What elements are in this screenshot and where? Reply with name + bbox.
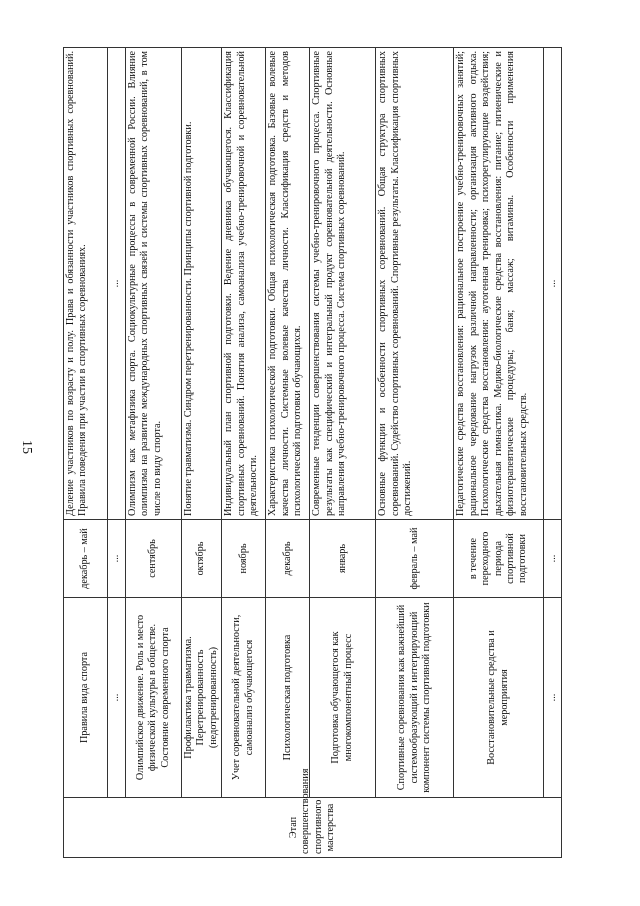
period-cell: ноябрь [222,520,266,598]
topic-cell: Правила вида спорта [64,598,108,798]
page-number: 15 [19,440,34,454]
table-row [126,48,182,858]
period-cell: в течение переходного периода спортивной подготовки [454,520,544,598]
topic-cell: Психологическая подготовка [266,598,310,798]
topic-cell: ... [108,598,126,798]
content-cell: Характеристика психологической подготовки. Общая психологическая подготовка. Базовые волевые качества личности. Системные волевые качества личности. Классификация средств и методов психологической подготовки обучающихся. [266,48,310,520]
table-row [182,48,222,858]
table-row [222,48,266,858]
topic-cell: Восстановительные средства и мероприятия [454,598,544,798]
content-cell: Современные тенденции совершенствования системы учебно-тренировочного процесса. Спортивные результаты как специфический и интегральный продукт соревновательной деятельности. Основные направления учебно-тренировочного процесса. Система спортивных соревнований. [310,48,376,520]
table-row [544,48,562,858]
rotated-table-sheet [63,48,623,858]
table-row [310,48,376,858]
period-cell: январь [310,520,376,598]
content-cell: Основные функции и особенности спортивных соревнований. Общая структура спортивных соревнований. Судейство спортивных соревнований. Спортивные результаты. Классификация спортивных достижений. [376,48,454,520]
table-row [64,48,108,858]
period-cell: декабрь – май [64,520,108,598]
period-cell: сентябрь [126,520,182,598]
table-row [454,48,544,858]
topic-cell: Спортивные соревнования как важнейший системообразующий и интегрирующий компонент системы спортивной подготовки [376,598,454,798]
period-cell: ... [544,520,562,598]
table-row [376,48,454,858]
content-cell: ... [544,48,562,520]
topic-cell: Учет соревновательной деятельности, самоанализ обучающегося [222,598,266,798]
period-cell: февраль – май [376,520,454,598]
stage-cell: Этап совершенствования спортивного мастерства [64,798,562,858]
topic-cell: Олимпийское движение. Роль и место физической культуры в обществе. Состояние современного спорта [126,598,182,798]
content-cell: ... [108,48,126,520]
period-cell: декабрь [266,520,310,598]
topic-cell: ... [544,598,562,798]
topic-cell: Подготовка обучающегося как многокомпонентный процесс [310,598,376,798]
table-row [108,48,126,858]
theory-program-table [63,47,562,858]
content-cell: Олимпизм как метафизика спорта. Социокультурные процессы в современной России. Влияние олимпизма на развитие международных спортивных связей и системы спортивных соревнований, в том числе по виду спорта. [126,48,182,520]
topic-cell: Профилактика травматизма. Перетренированность (недотренированность) [182,598,222,798]
content-cell: Педагогические средства восстановления: рациональное построение учебно-тренировочных занятий; рациональное чередование нагрузок различной направленности; организация активного отдыха. Психологические средства восстановления: аутогенная тренировка; психорегулирующие воздействия; дыхательная гимнастика. Медико-биологические средства восстановления: питание; гигиенические и физиотерапевтические процедуры; баня; массаж; витамины. Особенности применения восстановительных средств. [454,48,544,520]
table-row [266,48,310,858]
period-cell: ... [108,520,126,598]
content-cell: Понятие травматизма. Синдром перетренированности. Принципы спортивной подготовки. [182,48,222,520]
content-cell: Деление участников по возрасту и полу. Права и обязанности участников спортивных соревнований. Правила поведения при участии в спортивных соревнованиях. [64,48,108,520]
content-cell: Индивидуальный план спортивной подготовки. Ведение дневника обучающегося. Классификация спортивных соревнований. Понятия анализа, самоанализа учебно-тренировочной и соревновательной деятельности. [222,48,266,520]
period-cell: октябрь [182,520,222,598]
